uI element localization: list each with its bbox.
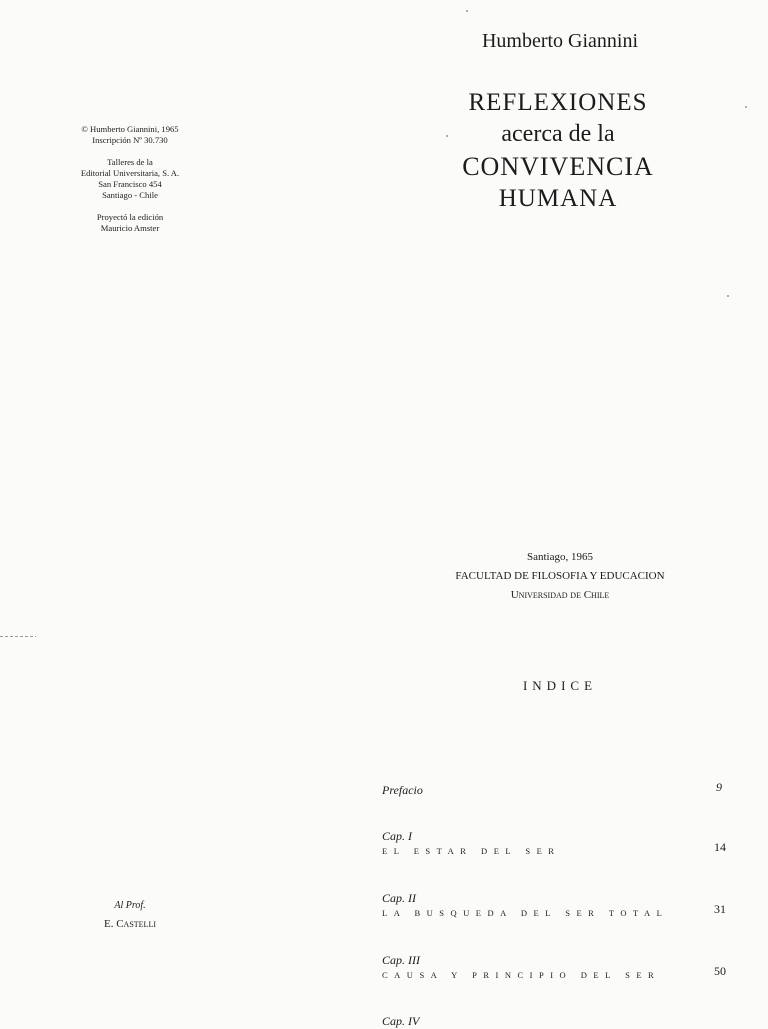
title-line: CONVIVENCIA bbox=[462, 152, 654, 181]
printer-line: Talleres de la bbox=[107, 157, 153, 167]
toc-page-number: 9 bbox=[716, 780, 722, 794]
toc-entry-prefacio[interactable] bbox=[382, 782, 726, 798]
printer-line: Editorial Universitaria, S. A. bbox=[80, 168, 180, 178]
scan-speck bbox=[466, 10, 468, 12]
title-line: REFLEXIONES bbox=[468, 89, 648, 116]
toc-page-number: 31 bbox=[714, 902, 726, 916]
dedication-name: E. Castelli bbox=[104, 918, 156, 930]
toc-page-number: 50 bbox=[714, 964, 726, 978]
dedication-line: Al Prof. bbox=[114, 900, 146, 911]
toc-chapter-label: Prefacio bbox=[382, 783, 423, 797]
toc-page-number: 14 bbox=[714, 840, 726, 854]
faculty-name: FACULTAD DE FILOSOFIA Y EDUCACION bbox=[455, 570, 665, 582]
toc-chapter-title: CAUSA Y PRINCIPIO DEL SER bbox=[382, 970, 661, 980]
toc-chapter-label: Cap. IV bbox=[382, 1014, 420, 1028]
place-year: Santiago, 1965 bbox=[527, 551, 593, 563]
toc-chapter-label: Cap. II bbox=[382, 891, 416, 905]
toc-chapter-label: Cap. I bbox=[382, 829, 412, 843]
title-line: acerca de la bbox=[501, 121, 615, 147]
toc-chapter-title: LA BUSQUEDA DEL SER TOTAL bbox=[382, 908, 669, 918]
toc-entry-cap-1[interactable] bbox=[382, 828, 726, 858]
scan-speck bbox=[727, 295, 729, 297]
university-name: Universidad de Chile bbox=[510, 589, 610, 601]
toc-chapter-title: EL ESTAR DEL SER bbox=[382, 846, 561, 856]
printer-info bbox=[40, 157, 220, 201]
scan-edge-mark bbox=[0, 636, 36, 637]
scan-speck bbox=[745, 106, 747, 108]
author-name: Humberto Giannini bbox=[481, 30, 639, 52]
toc-chapter-label: Cap. III bbox=[382, 953, 420, 967]
toc-entry-cap-3[interactable] bbox=[382, 952, 726, 982]
book-title bbox=[400, 88, 716, 214]
copyright-block bbox=[40, 124, 220, 245]
designer-name: Mauricio Amster bbox=[100, 223, 160, 233]
printer-line: Santiago - Chile bbox=[102, 190, 158, 200]
copyright-notice bbox=[40, 124, 220, 146]
toc-entry-cap-2[interactable] bbox=[382, 890, 726, 920]
title-line: HUMANA bbox=[498, 185, 618, 212]
imprint-block bbox=[420, 548, 700, 605]
printer-line: San Francisco 454 bbox=[98, 179, 162, 189]
toc-entry-cap-4[interactable] bbox=[382, 1013, 726, 1029]
registration-line: Inscripción Nº 30.730 bbox=[92, 135, 168, 145]
copyright-line: © Humberto Giannini, 1965 bbox=[81, 124, 179, 134]
design-line: Proyectó la edición bbox=[96, 212, 164, 222]
index-heading: INDICE bbox=[522, 678, 598, 693]
design-credit bbox=[40, 212, 220, 234]
dedication bbox=[60, 896, 200, 934]
